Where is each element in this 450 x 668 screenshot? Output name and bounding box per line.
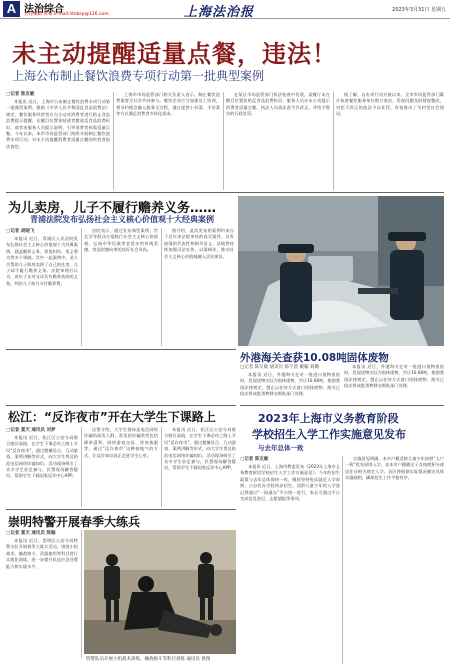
story2-col-2: 法院表示，通过发布典型案例，旨在引导群众自觉践行社会主义核心价值观，弘扬中华民族孝老爱亲的传统美德，营造崇德向善的良好社会风尚。 xyxy=(84,228,158,253)
section-divider xyxy=(6,349,236,350)
story2-subtitle: 青浦法院发布弘扬社会主义核心价值观十大经典案例 xyxy=(30,215,214,224)
lead-col-4: 据了解，自专项行动开展以来，全市市场监管部门累计检查餐饮服务单位数万家次，发现问题及时督促整改，对拒不改正的依法予以处罚，有效推动了节约型社会建设。 xyxy=(336,92,444,117)
story3-col-2: 本报讯 近日，外港海关在对一批进口货物查验时，发现货物实际为固体废物，共计10.08吨。根据我国法律规定，禁止以任何方式进口固体废物。海关已依法将该批货物移交缉私部门处理。 xyxy=(344,364,444,389)
lead-col-3: 在某区市场监管部门执法检查中发现，某餐厅未在醒目位置张贴反食品浪费标识，服务人员亦未主动提示消费者适量点餐。执法人员依法责令其改正，并给予警告的行政处罚。 xyxy=(226,92,330,117)
story6-byline: □记者 夏天 通讯员 陈翰 xyxy=(6,531,56,536)
story4-byline: □记者 夏天 通讯员 刘梦 xyxy=(6,428,56,433)
section-divider xyxy=(6,192,444,193)
column-divider xyxy=(161,427,162,507)
section-divider xyxy=(6,509,236,510)
customs-photo xyxy=(238,196,444,346)
lead-headline: 未主动提醒适量点餐，违法！ xyxy=(12,40,337,68)
story2-col-3: 据介绍，此次发布的案例均来自于近年来法院审结的真实案件，具有较强的代表性和指导意义。法院将持续加强司法宣传，以案释法，推动社会主义核心价值观融入法治建设。 xyxy=(164,228,234,259)
story5-col-2: 实施意见明确，本市户籍适龄儿童少年按照“人户一致”优先原则入学，非本市户籍随迁子女按照积分或居住证相关规定入学。各区将根据实际情况制定具体实施细则，确保招生工作平稳有序。 xyxy=(345,456,444,481)
masthead xyxy=(0,0,450,19)
story2-col-1: 本报讯 近日，青浦区人民法院发布弘扬社会主义核心价值观十大经典案例，涵盖赡养义务、邻里纠纷、见义勇为等多个领域。其中一起案例中，老人为帮助儿子购房卖掉了自己的住房，儿子却不履行赡养义务。法院审理后认为，成年子女对父母负有赡养扶助的义务，判决儿子按月支付赡养费。 xyxy=(6,236,78,286)
section-divider xyxy=(6,405,236,406)
lead-byline: □记者 陈友敏 xyxy=(6,92,35,97)
story6-col-1: 本报讯 近日，崇明区公安分局特警支队开展春季大练兵活动，围绕小组战术、擒敌格斗、武器使用等科目进行实战化训练，进一步提升队伍应急处置能力和实战水平。 xyxy=(6,538,78,569)
story5-title-line2: 学校招生入学工作实施意见发布 xyxy=(252,428,406,441)
column-divider xyxy=(81,228,82,346)
lead-subhead: 上海公布制止餐饮浪费专项行动第一批典型案例 xyxy=(12,69,265,83)
story4-col-3: 本报讯 近日，松江区公安分局联合辖区高校，在学生下课必经之路上开设“反诈夜市”，通过摆摊设点、互动游戏、案例讲解等形式，向大学生普及防范电信网络诈骗知识。活动现场吸引了众多学生驻足参与，民警现场解答疑问，帮助学生下载国家反诈中心APP。 xyxy=(164,427,236,471)
story4-col-1: 本报讯 近日，松江区公安分局联合辖区高校，在学生下课必经之路上开设“反诈夜市”，通过摆摊设点、互动游戏、案例讲解等形式，向大学生普及防范电信网络诈骗知识。活动现场吸引了众多学生驻足参与，民警现场解答疑问，帮助学生下载国家反诈中心APP。 xyxy=(6,435,78,479)
story2-byline: □记者 胡晓飞 xyxy=(6,229,35,234)
column-divider xyxy=(342,456,343,664)
story5-title-line1: 2023年上海市义务教育阶段 xyxy=(258,412,399,425)
story5-col-1: 本报讯 近日，上海市教委发布《2023年上海市义务教育阶段学校招生入学工作实施意见》。今年的招生政策与去年总体保持一致，继续坚持免试就近入学原则，公办民办学校同步招生。适龄儿童少年的入学登记将通过“一网通办”平台统一进行，家长可通过平台完成信息登记、志愿填报等事项。 xyxy=(240,464,340,502)
story6-title: 崇明特警开展春季大练兵 xyxy=(8,515,141,529)
column-divider xyxy=(161,228,162,346)
story5-byline: □记者 陈友敏 xyxy=(240,457,269,462)
issue-date: 2023年3月31日 星期五 xyxy=(392,7,446,13)
story5-subtitle: 与去年总体一致 xyxy=(258,444,304,452)
column-divider xyxy=(113,92,114,190)
editor-info: 责任编辑 黄骞 E-mail:ldnbsp@126.com xyxy=(24,12,109,17)
story4-title: 松江：“反诈夜市”开在大学生下课路上 xyxy=(8,410,216,424)
story3-title: 外港海关查获10.08吨固体废物 xyxy=(240,352,389,364)
column-divider xyxy=(223,92,224,190)
column-divider xyxy=(333,92,334,190)
section-divider xyxy=(240,405,444,406)
newspaper-logo: 上海法治报 xyxy=(184,5,255,20)
section-title: 法治综合 xyxy=(24,4,64,15)
lead-col-1: 本报讯 近日，上海市公布制止餐饮浪费专项行动第一批典型案例。根据《中华人民共和国反食品浪费法》规定，餐饮服务经营者应当主动对消费者进行防止食品浪费提示提醒，在醒目位置张贴或者摆放反食品浪费标识，或者由服务人员提示说明，引导消费者按需适量点餐。今年以来，本市市场监管部门持续开展制止餐饮浪费专项行动，对未主动提醒消费者适量点餐的经营者依法查处。 xyxy=(6,99,110,149)
swat-photo-caption: 特警队员开展小组战术训练、擒敌格斗等科目训练 通讯员 供图 xyxy=(86,657,211,662)
swat-training-photo xyxy=(84,530,236,654)
column-divider xyxy=(81,427,82,507)
story2-title: 为儿卖房，儿子不履行赡养义务…… xyxy=(8,201,217,216)
story4-col-2: 民警介绍，大学生群体是电信网络诈骗的高发人群，常见的诈骗类型包括刷单返利、网络游戏交易、冒充客服等。通过“反诈夜市”这种接地气的方式，让反诈知识真正走进学生心里。 xyxy=(84,427,158,458)
story3-col-1: 本报讯 近日，外港海关在对一批进口货物查验时，发现货物实际为固体废物，共计10.08吨。根据我国法律规定，禁止以任何方式进口固体废物。海关已依法将该批货物移交缉私部门处理。 xyxy=(240,372,340,397)
lead-col-2: 上海市市场监管部门相关负责人表示，制止餐饮浪费需要全社会共同参与。餐饮企业应当加强员工培训，将节约理念融入服务全过程，通过提供小份菜、半份菜等方式满足消费者多样化需求。 xyxy=(116,92,220,117)
story3-byline: □记者 陈友敏 通讯员 陈宇晨 戴翰 刘璐 xyxy=(240,365,319,370)
section-badge-icon: A xyxy=(3,1,20,17)
column-divider xyxy=(81,530,82,658)
